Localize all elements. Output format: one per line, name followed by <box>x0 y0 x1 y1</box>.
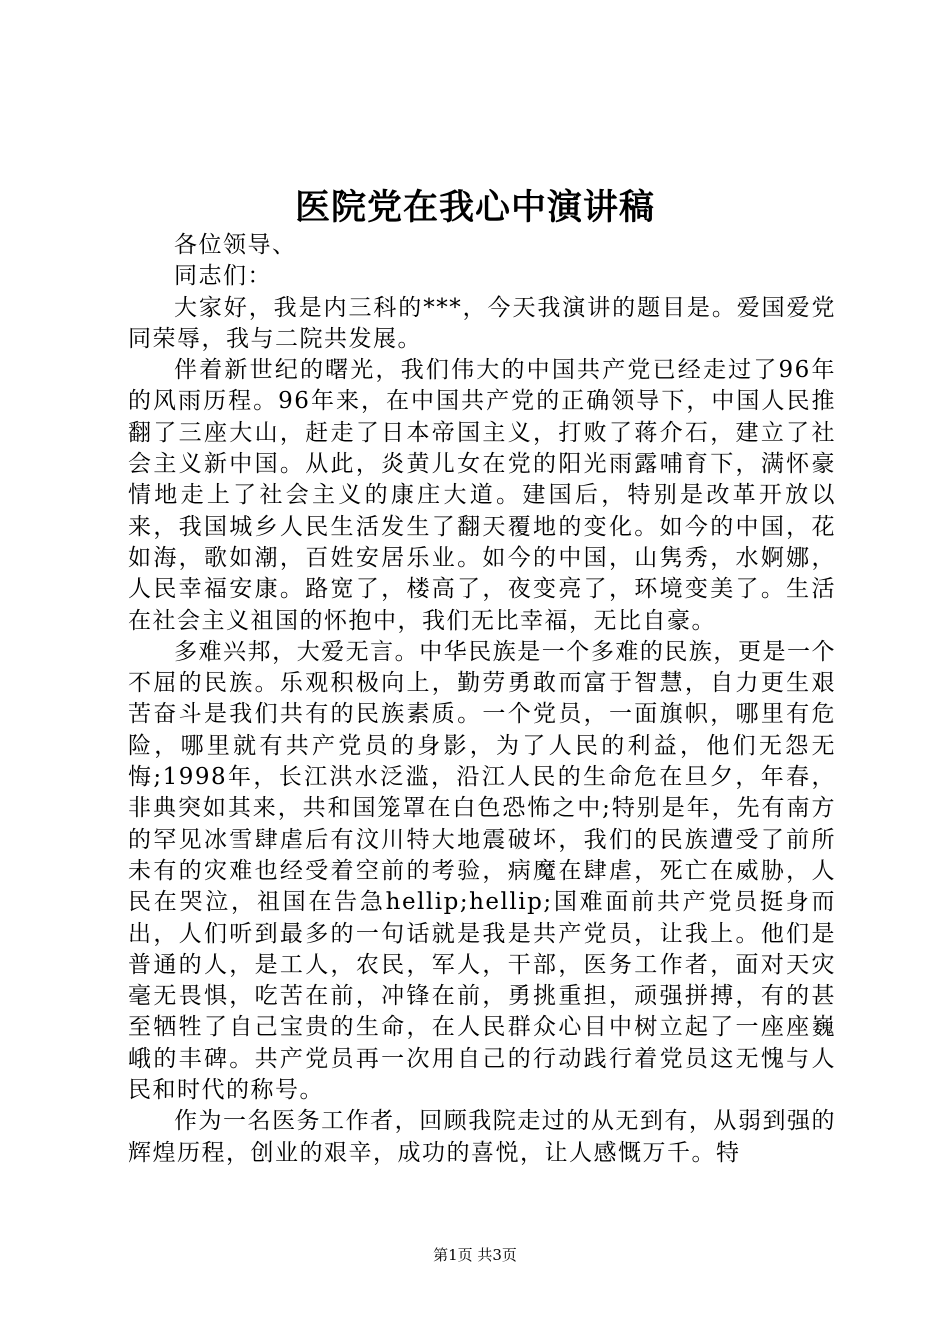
paragraph-salutation-leaders: 各位领导、 <box>174 232 297 258</box>
paragraph-party-history: 伴着新世纪的曙光，我们伟大的中国共产党已经走过了96年的风雨历程。96年来，在中国共产党的正确领导下，中国人民推翻了三座大山，赶走了日本帝国主义，打败了蒋介石，建立了社会主义新中国。从此，炎黄儿女在党的阳光雨露哺育下，满怀豪情地走上了社会主义的康庄大道。建国后，特别是改革开放以来，我国城乡人民生活发生了翻天覆地的变化。如今的中国，花如海，歌如潮，百姓安居乐业。如今的中国，山隽秀，水婀娜，人民幸福安康。路宽了，楼高了，夜变亮了，环境变美了。生活在社会主义祖国的怀抱中，我们无比幸福，无比自豪。 <box>128 357 836 634</box>
document-title: 医院党在我心中演讲稿 <box>294 187 655 228</box>
paragraph-salutation-comrades: 同志们： <box>174 263 272 290</box>
paragraph-introduction: 大家好，我是内三科的***，今天我演讲的题目是。爱国爱党同荣辱，我与二院共发展。 <box>128 294 836 352</box>
document-body <box>128 230 836 1169</box>
paragraph-national-hardship: 多难兴邦，大爱无言。中华民族是一个多难的民族，更是一个不屈的民族。乐观积极向上，勤劳勇敢而富于智慧，自力更生艰苦奋斗是我们共有的民族素质。一个党员，一面旗帜，哪里有危险，哪里就有共产党员的身影，为了人民的利益，他们无怨无悔;1998年，长江洪水泛滥，沿江人民的生命危在旦夕，年春，非典突如其来，共和国笼罩在白色恐怖之中;特别是年，先有南方的罕见冰雪肆虐后有汶川特大地震破坏，我们的民族遭受了前所未有的灾难也经受着空前的考验，病魔在肆虐，死亡在威胁，人民在哭泣，祖国在告急hellip;hellip;国难面前共产党员挺身而出，人们听到最多的一句话就是我是共产党员，让我上。他们是普通的人，是工人，农民，军人，干部，医务工作者，面对天灾毫无畏惧，吃苦在前，冲锋在前，勇挑重担，顽强拼搏，有的甚至牺牲了自己宝贵的生命，在人民群众心目中树立起了一座座巍峨的丰碑。共产党员再一次用自己的行动践行着党员这无愧与人民和时代的称号。 <box>128 638 836 1104</box>
page-number-footer: 第1页 共3页 <box>433 1246 517 1264</box>
paragraph-medical-worker: 作为一名医务工作者，回顾我院走过的从无到有，从弱到强的辉煌历程，创业的艰辛，成功的喜悦，让人感慨万千。特 <box>128 1108 836 1166</box>
